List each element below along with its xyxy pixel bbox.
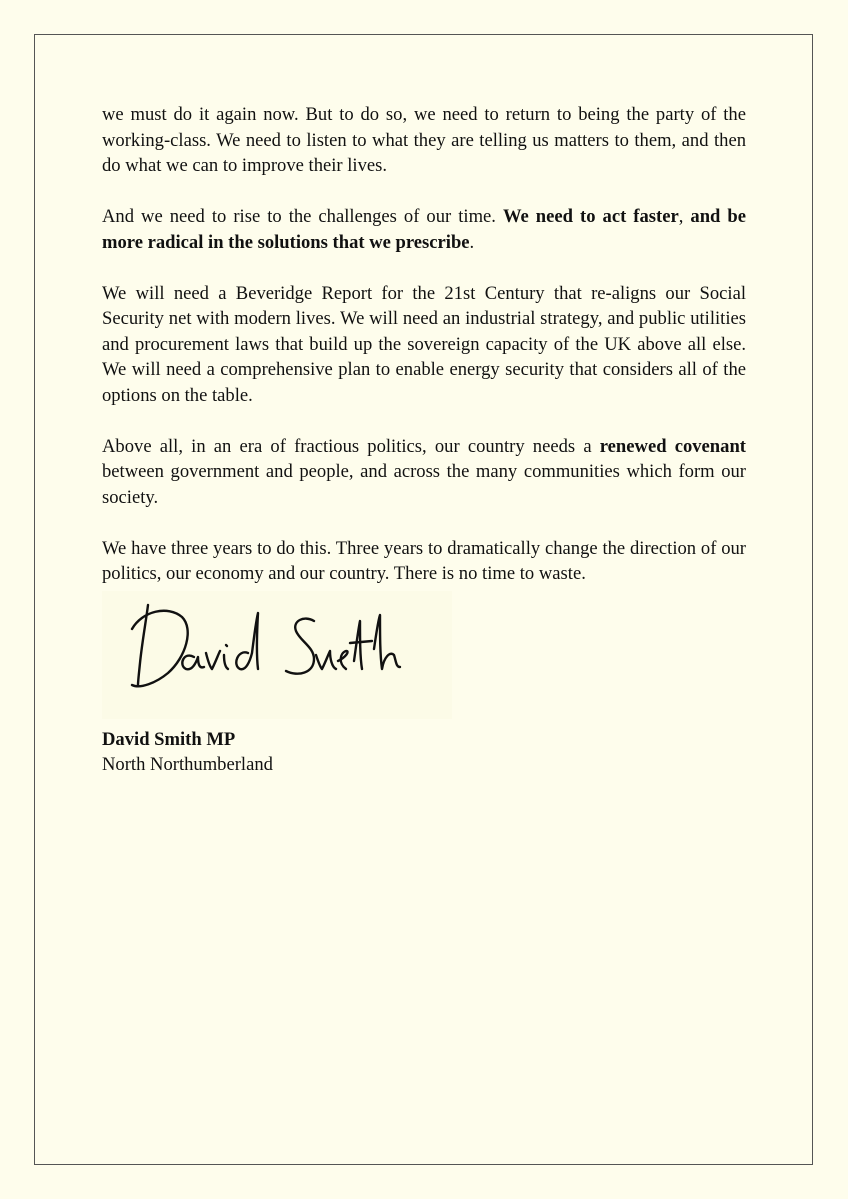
paragraph-4-text-b: between government and people, and across the many communities which form our society.	[102, 461, 746, 508]
paragraph-4-text-a: Above all, in an era of fractious politics, our country needs a	[102, 435, 600, 457]
signer-constituency: North Northumberland	[102, 754, 273, 775]
handwritten-signature	[102, 591, 452, 719]
paragraph-5: We have three years to do this. Three years to dramatically change the direction of our politics, our economy and our country. There is no time to waste.	[102, 537, 746, 584]
paragraph-4	[102, 434, 746, 511]
paragraph-2-text-c: .	[469, 231, 475, 253]
letter-body	[102, 102, 746, 778]
paragraph-4-bold: renewed covenant	[599, 435, 746, 457]
paragraph-2-text-a: And we need to rise to the challenges of our time.	[102, 206, 503, 227]
paragraph-2-bold-a: We need to act faster	[502, 206, 679, 227]
paragraph-3: We will need a Beveridge Report for the 21st Century that re-aligns our Social Security net with modern lives. We will need an industrial strategy, and public utilities and procurement laws that build up the sovereign capacity of the UK above all else. We will need a comprehensive plan to enable energy security that considers all of the options on the table.	[102, 282, 746, 406]
paragraph-2	[102, 204, 746, 255]
signer-block	[102, 727, 746, 778]
paragraph-1: we must do it again now. But to do so, we need to return to being the party of the working-class. We need to listen to what they are telling us matters to them, and then do what we can to improve their lives.	[102, 104, 746, 176]
signer-name: David Smith MP	[102, 728, 236, 750]
paragraph-2-bold-b: and be more radical in the solutions that we prescribe	[102, 206, 746, 253]
paragraph-2-text-b: ,	[678, 206, 691, 227]
